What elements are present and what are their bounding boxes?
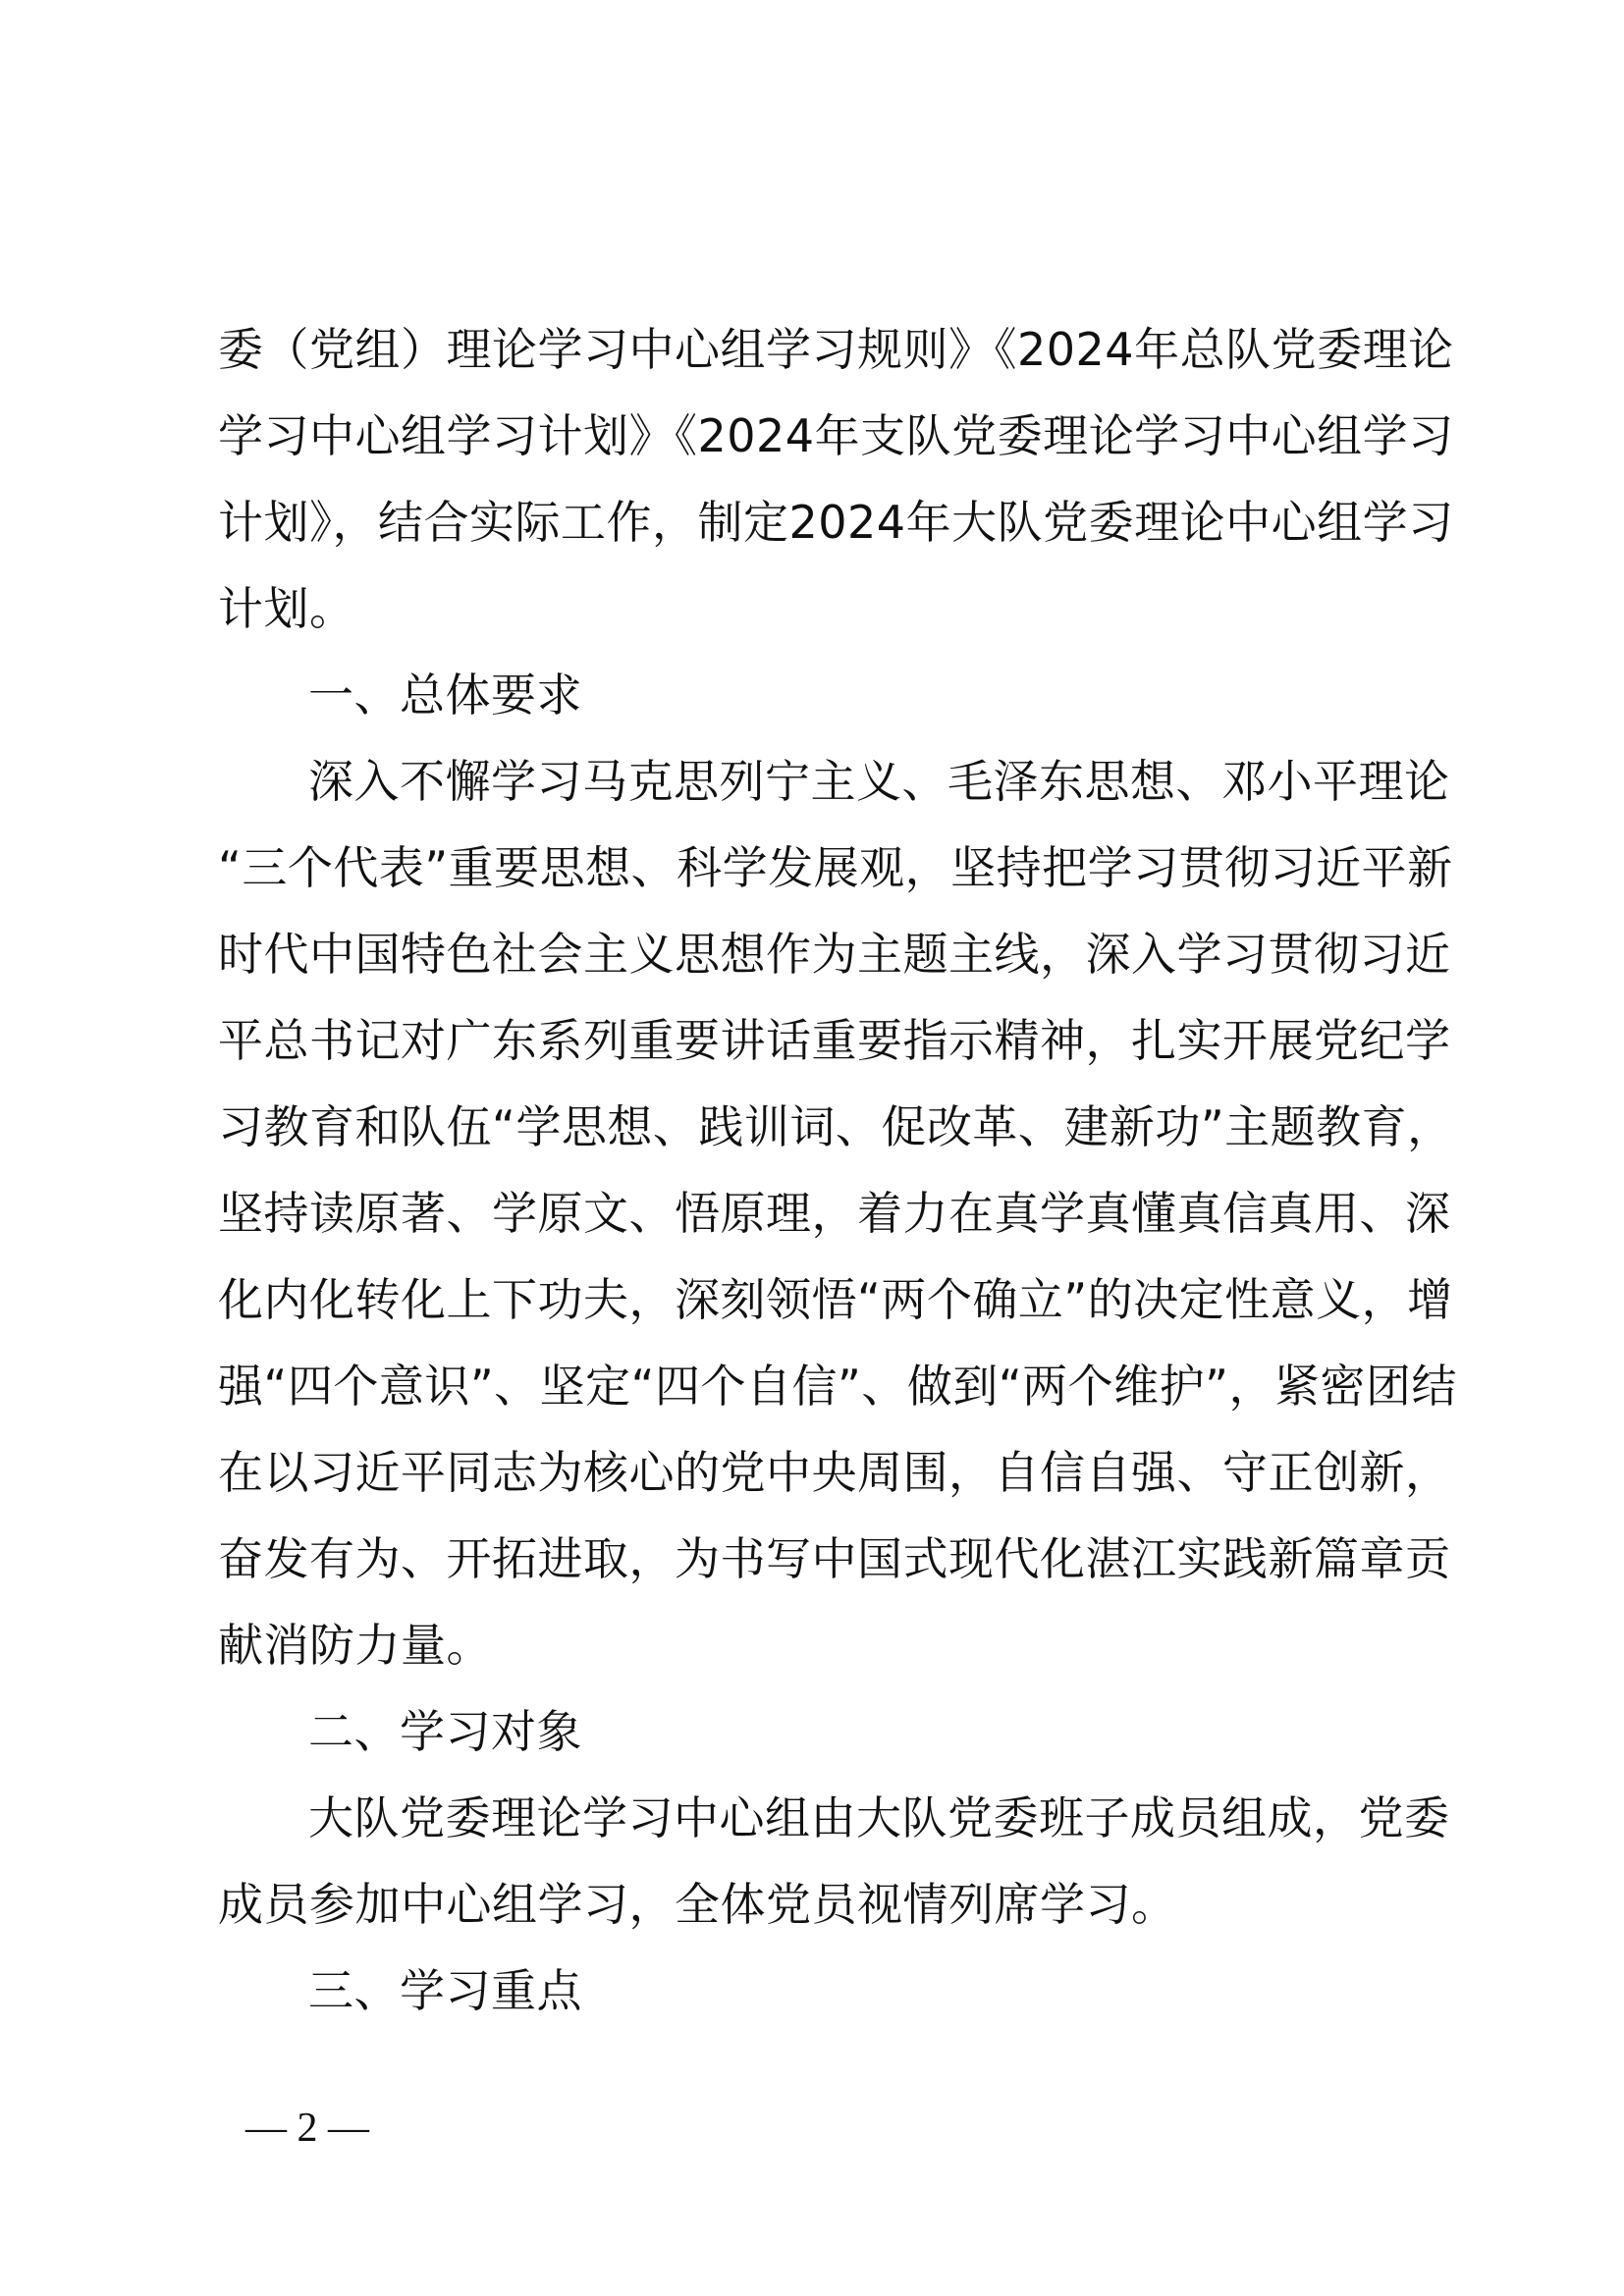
section-heading: 一、总体要求 (308, 668, 582, 721)
text-line: 委（党组）理论学习中心组学习规则》《2024年总队党委理论 (218, 323, 1454, 376)
text-line: “三个代表”重要思想、科学发展观，坚持把学习贯彻习近平新 (218, 841, 1453, 894)
section-heading: 二、学习对象 (308, 1705, 582, 1758)
text-line: 坚持读原著、学原文、悟原理，着力在真学真懂真信真用、深 (218, 1187, 1451, 1240)
text-line: 平总书记对广东系列重要讲话重要指示精神，扎实开展党纪学 (218, 1014, 1451, 1067)
text-line: 化内化转化上下功夫，深刻领悟“两个确立”的决定性意义，增 (218, 1273, 1453, 1326)
section-heading: 三、学习重点 (308, 1964, 582, 2017)
text-line: 时代中国特色社会主义思想作为主题主线，深入学习贯彻习近 (218, 928, 1451, 981)
text-line: 大队党委理论学习中心组由大队党委班子成员组成，党委 (308, 1791, 1450, 1844)
text-line: 计划》，结合实际工作，制定2024年大队党委理论中心组学习 (218, 496, 1454, 549)
text-line: 成员参加中心组学习，全体党员视情列席学习。 (218, 1878, 1177, 1931)
page-number: — 2 — (245, 2106, 369, 2151)
text-line: 强“四个意识”、坚定“四个自信”、做到“两个维护”，紧密团结 (218, 1360, 1457, 1413)
text-line: 计划。 (218, 582, 355, 635)
text-line: 奋发有为、开拓进取，为书写中国式现代化湛江实践新篇章贡 (218, 1532, 1451, 1585)
text-line: 习教育和队伍“学思想、践训词、促改革、建新功”主题教育， (218, 1100, 1453, 1153)
document-body (218, 306, 1457, 2034)
text-line: 在以习近平同志为核心的党中央周围，自信自强、守正创新， (218, 1446, 1451, 1499)
text-line: 献消防力量。 (218, 1619, 492, 1672)
text-line: 学习中心组学习计划》《2024年支队党委理论学习中心组学习 (218, 409, 1454, 462)
text-line: 深入不懈学习马克思列宁主义、毛泽东思想、邓小平理论 (308, 755, 1450, 808)
